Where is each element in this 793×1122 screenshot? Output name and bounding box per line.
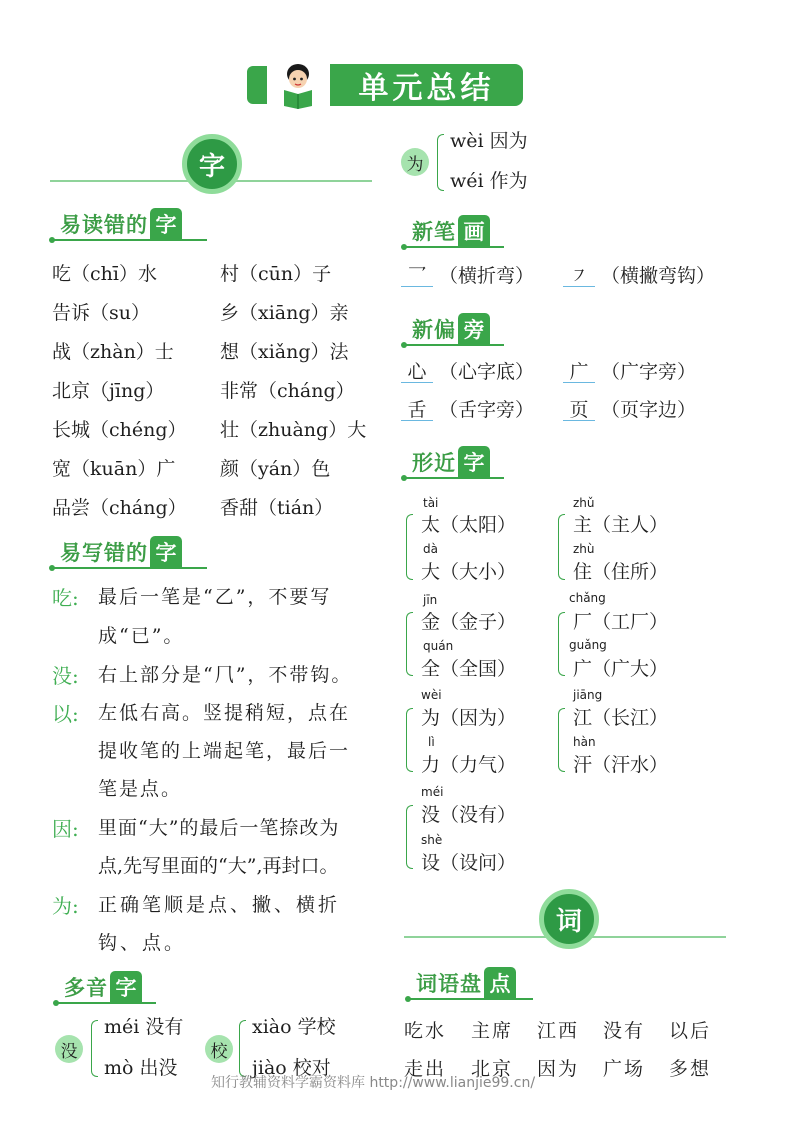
similar-char: 为（因为）	[421, 707, 517, 729]
similar-pinyin: méi	[421, 785, 444, 799]
tip-key: 没:	[52, 664, 79, 688]
similar-char: 设（设问）	[421, 852, 517, 874]
list-item	[52, 342, 382, 381]
subsection-underline	[52, 239, 207, 241]
subsection-title: 多音	[64, 976, 108, 1000]
similar-pinyin: zhǔ	[573, 496, 595, 510]
easy-read-item: 吃（chī）水	[52, 263, 157, 285]
subsection-underline	[404, 246, 504, 248]
subsection-underline	[52, 567, 207, 569]
subsection-header-words	[416, 966, 516, 998]
radical-glyph: 页	[563, 400, 595, 421]
new-stroke-item	[563, 266, 715, 287]
tip-key: 吃:	[52, 586, 79, 610]
easy-read-item: 壮（zhuàng）大	[220, 419, 367, 441]
similar-pinyin: wèi	[421, 688, 442, 702]
section-marker-ci: 词	[539, 889, 599, 949]
subsection-underline	[408, 998, 533, 1000]
subsection-title-box: 字	[150, 208, 182, 239]
similar-pinyin: hàn	[573, 735, 596, 749]
easy-read-item: 宽（kuān）广	[52, 458, 176, 480]
tip-text: 左低右高。竖提稍短，点在	[98, 702, 351, 724]
subsection-title-box: 字	[150, 536, 182, 567]
easy-read-item: 村（cūn）子	[220, 263, 332, 285]
subsection-header-new-strokes	[412, 214, 490, 246]
list-item	[52, 420, 382, 459]
similar-pinyin: zhù	[573, 542, 595, 556]
easy-read-item: 品尝（cháng）	[52, 497, 187, 519]
list-item	[52, 303, 382, 342]
subsection-header-easy-write	[60, 535, 182, 567]
word-item: 以后	[669, 1020, 712, 1042]
similar-char: 主（主人）	[573, 514, 669, 536]
radical-name: （页字边）	[601, 399, 697, 421]
stroke-name: （横撇弯钩）	[601, 265, 716, 287]
tip-text: 正确笔顺是点、撇、横折	[98, 894, 341, 916]
similar-pinyin: jīn	[423, 593, 438, 607]
radical-name: （广字旁）	[601, 361, 697, 383]
brace-icon	[437, 134, 444, 191]
similar-char: 金（金子）	[421, 611, 517, 633]
new-radical-item	[563, 362, 696, 383]
tip-text: 最后一笔是“乙”，不要写	[98, 586, 332, 608]
polyphone-reading: xiào 学校	[252, 1016, 336, 1038]
list-item	[52, 459, 382, 498]
new-stroke-item	[401, 266, 534, 287]
similar-char: 全（全国）	[421, 658, 517, 680]
easy-read-item: 乡（xiāng）亲	[220, 302, 349, 324]
word-item: 因为	[537, 1058, 580, 1080]
list-item	[52, 381, 382, 420]
subsection-underline	[56, 1002, 156, 1004]
new-radical-item	[563, 400, 696, 421]
easy-read-item: 北京（jīng）	[52, 380, 165, 402]
similar-char: 没（没有）	[421, 804, 517, 826]
title-banner-left-bar	[247, 66, 267, 104]
word-item: 广场	[603, 1058, 646, 1080]
easy-read-item: 长城（chéng）	[52, 419, 187, 441]
subsection-title: 词语盘	[416, 972, 482, 996]
subsection-header-easy-read	[60, 207, 182, 239]
subsection-header-similar	[412, 445, 490, 477]
subsection-title: 易读错的	[60, 213, 148, 237]
subsection-title-box: 点	[484, 967, 516, 998]
tip-text: 点,先写里面的“大”,再封口。	[98, 855, 339, 877]
easy-read-item: 战（zhàn）士	[52, 341, 174, 363]
subsection-title: 易写错的	[60, 541, 148, 565]
similar-pinyin: shè	[421, 833, 443, 847]
subsection-underline	[404, 477, 504, 479]
stroke-glyph: ㇇	[563, 266, 595, 287]
tip-text: 右上部分是“⺇”，不带钩。	[98, 664, 353, 686]
similar-char: 大（大小）	[421, 561, 517, 583]
easy-read-item: 香甜（tián）	[220, 497, 334, 519]
word-item: 江西	[537, 1020, 580, 1042]
subsection-title: 新偏	[412, 318, 456, 342]
new-radical-item	[401, 362, 534, 383]
similar-char: 太（太阳）	[421, 514, 517, 536]
subsection-title: 新笔	[412, 220, 456, 244]
brace-icon	[558, 708, 565, 772]
polyphone-char: 没	[55, 1035, 83, 1063]
subsection-title-box: 旁	[458, 313, 490, 344]
polyphone-reading: mò 出没	[104, 1057, 178, 1079]
polyphone-reading: wèi 因为	[450, 130, 528, 152]
boy-reading-book-icon	[274, 60, 322, 110]
subsection-header-new-radicals	[412, 312, 490, 344]
section-marker-zi: 字	[182, 134, 242, 194]
similar-char: 力（力气）	[421, 754, 517, 776]
brace-icon	[406, 708, 413, 772]
word-item: 北京	[471, 1058, 514, 1080]
subsection-title: 形近	[412, 451, 456, 475]
brace-icon	[239, 1020, 246, 1077]
similar-char: 厂（工厂）	[573, 611, 669, 633]
similar-pinyin: tài	[423, 496, 439, 510]
similar-char: 住（住所）	[573, 561, 669, 583]
radical-glyph: 心	[401, 362, 433, 383]
polyphone-char: 为	[401, 148, 429, 176]
tip-text: 成“已”。	[98, 625, 185, 647]
similar-pinyin: chǎng	[569, 591, 606, 605]
similar-char: 广（广大）	[573, 658, 669, 680]
radical-name: （舌字旁）	[439, 399, 535, 421]
word-item: 主席	[471, 1020, 514, 1042]
similar-pinyin: dà	[423, 542, 438, 556]
subsection-header-polyphone	[64, 970, 142, 1002]
stroke-name: （横折弯）	[439, 265, 535, 287]
page-title: 单元总结	[330, 64, 523, 106]
radical-name: （心字底）	[439, 361, 535, 383]
brace-icon	[406, 805, 413, 869]
easy-read-list	[52, 264, 382, 537]
brace-icon	[558, 514, 565, 580]
tip-text: 里面“大”的最后一笔捺改为	[98, 817, 340, 839]
tip-key: 因:	[52, 817, 79, 841]
similar-pinyin: jiāng	[573, 688, 603, 702]
subsection-title-box: 字	[458, 446, 490, 477]
easy-read-item: 颜（yán）色	[220, 458, 331, 480]
polyphone-reading: méi 没有	[104, 1016, 184, 1038]
word-item: 走出	[404, 1058, 447, 1080]
tip-key: 为:	[52, 894, 79, 918]
radical-glyph: 广	[563, 362, 595, 383]
brace-icon	[91, 1020, 98, 1077]
word-item: 吃水	[404, 1020, 447, 1042]
similar-char: 汗（汗水）	[573, 754, 669, 776]
watermark-text: 知行教辅资料学霸资料库 http://www.lianjie99.cn/	[211, 1075, 536, 1091]
list-item	[52, 498, 382, 537]
polyphone-reading: wéi 作为	[450, 170, 528, 192]
polyphone-reading: jiào 校对	[252, 1057, 331, 1079]
similar-pinyin: quán	[423, 639, 454, 653]
similar-pinyin: guǎng	[569, 638, 607, 652]
easy-read-item: 告诉（su）	[52, 302, 150, 324]
subsection-title-box: 字	[110, 971, 142, 1002]
tip-key: 以:	[52, 702, 79, 726]
list-item	[52, 264, 382, 303]
similar-char: 江（长江）	[573, 707, 669, 729]
subsection-title-box: 画	[458, 215, 490, 246]
subsection-underline	[404, 344, 504, 346]
tip-text: 提收笔的上端起笔，最后一	[98, 740, 351, 762]
new-radical-item	[401, 400, 534, 421]
radical-glyph: 舌	[401, 400, 433, 421]
stroke-glyph: 乛	[401, 266, 433, 287]
brace-icon	[558, 612, 565, 676]
tip-text: 钩、点。	[98, 932, 187, 954]
similar-pinyin: lì	[428, 735, 435, 749]
easy-read-item: 想（xiǎng）法	[220, 341, 349, 363]
word-item: 没有	[603, 1020, 646, 1042]
brace-icon	[406, 612, 413, 676]
easy-read-item: 非常（cháng）	[220, 380, 355, 402]
tip-text: 笔是点。	[98, 778, 183, 800]
polyphone-char: 校	[205, 1035, 233, 1063]
brace-icon	[406, 514, 413, 580]
word-item: 多想	[669, 1058, 712, 1080]
